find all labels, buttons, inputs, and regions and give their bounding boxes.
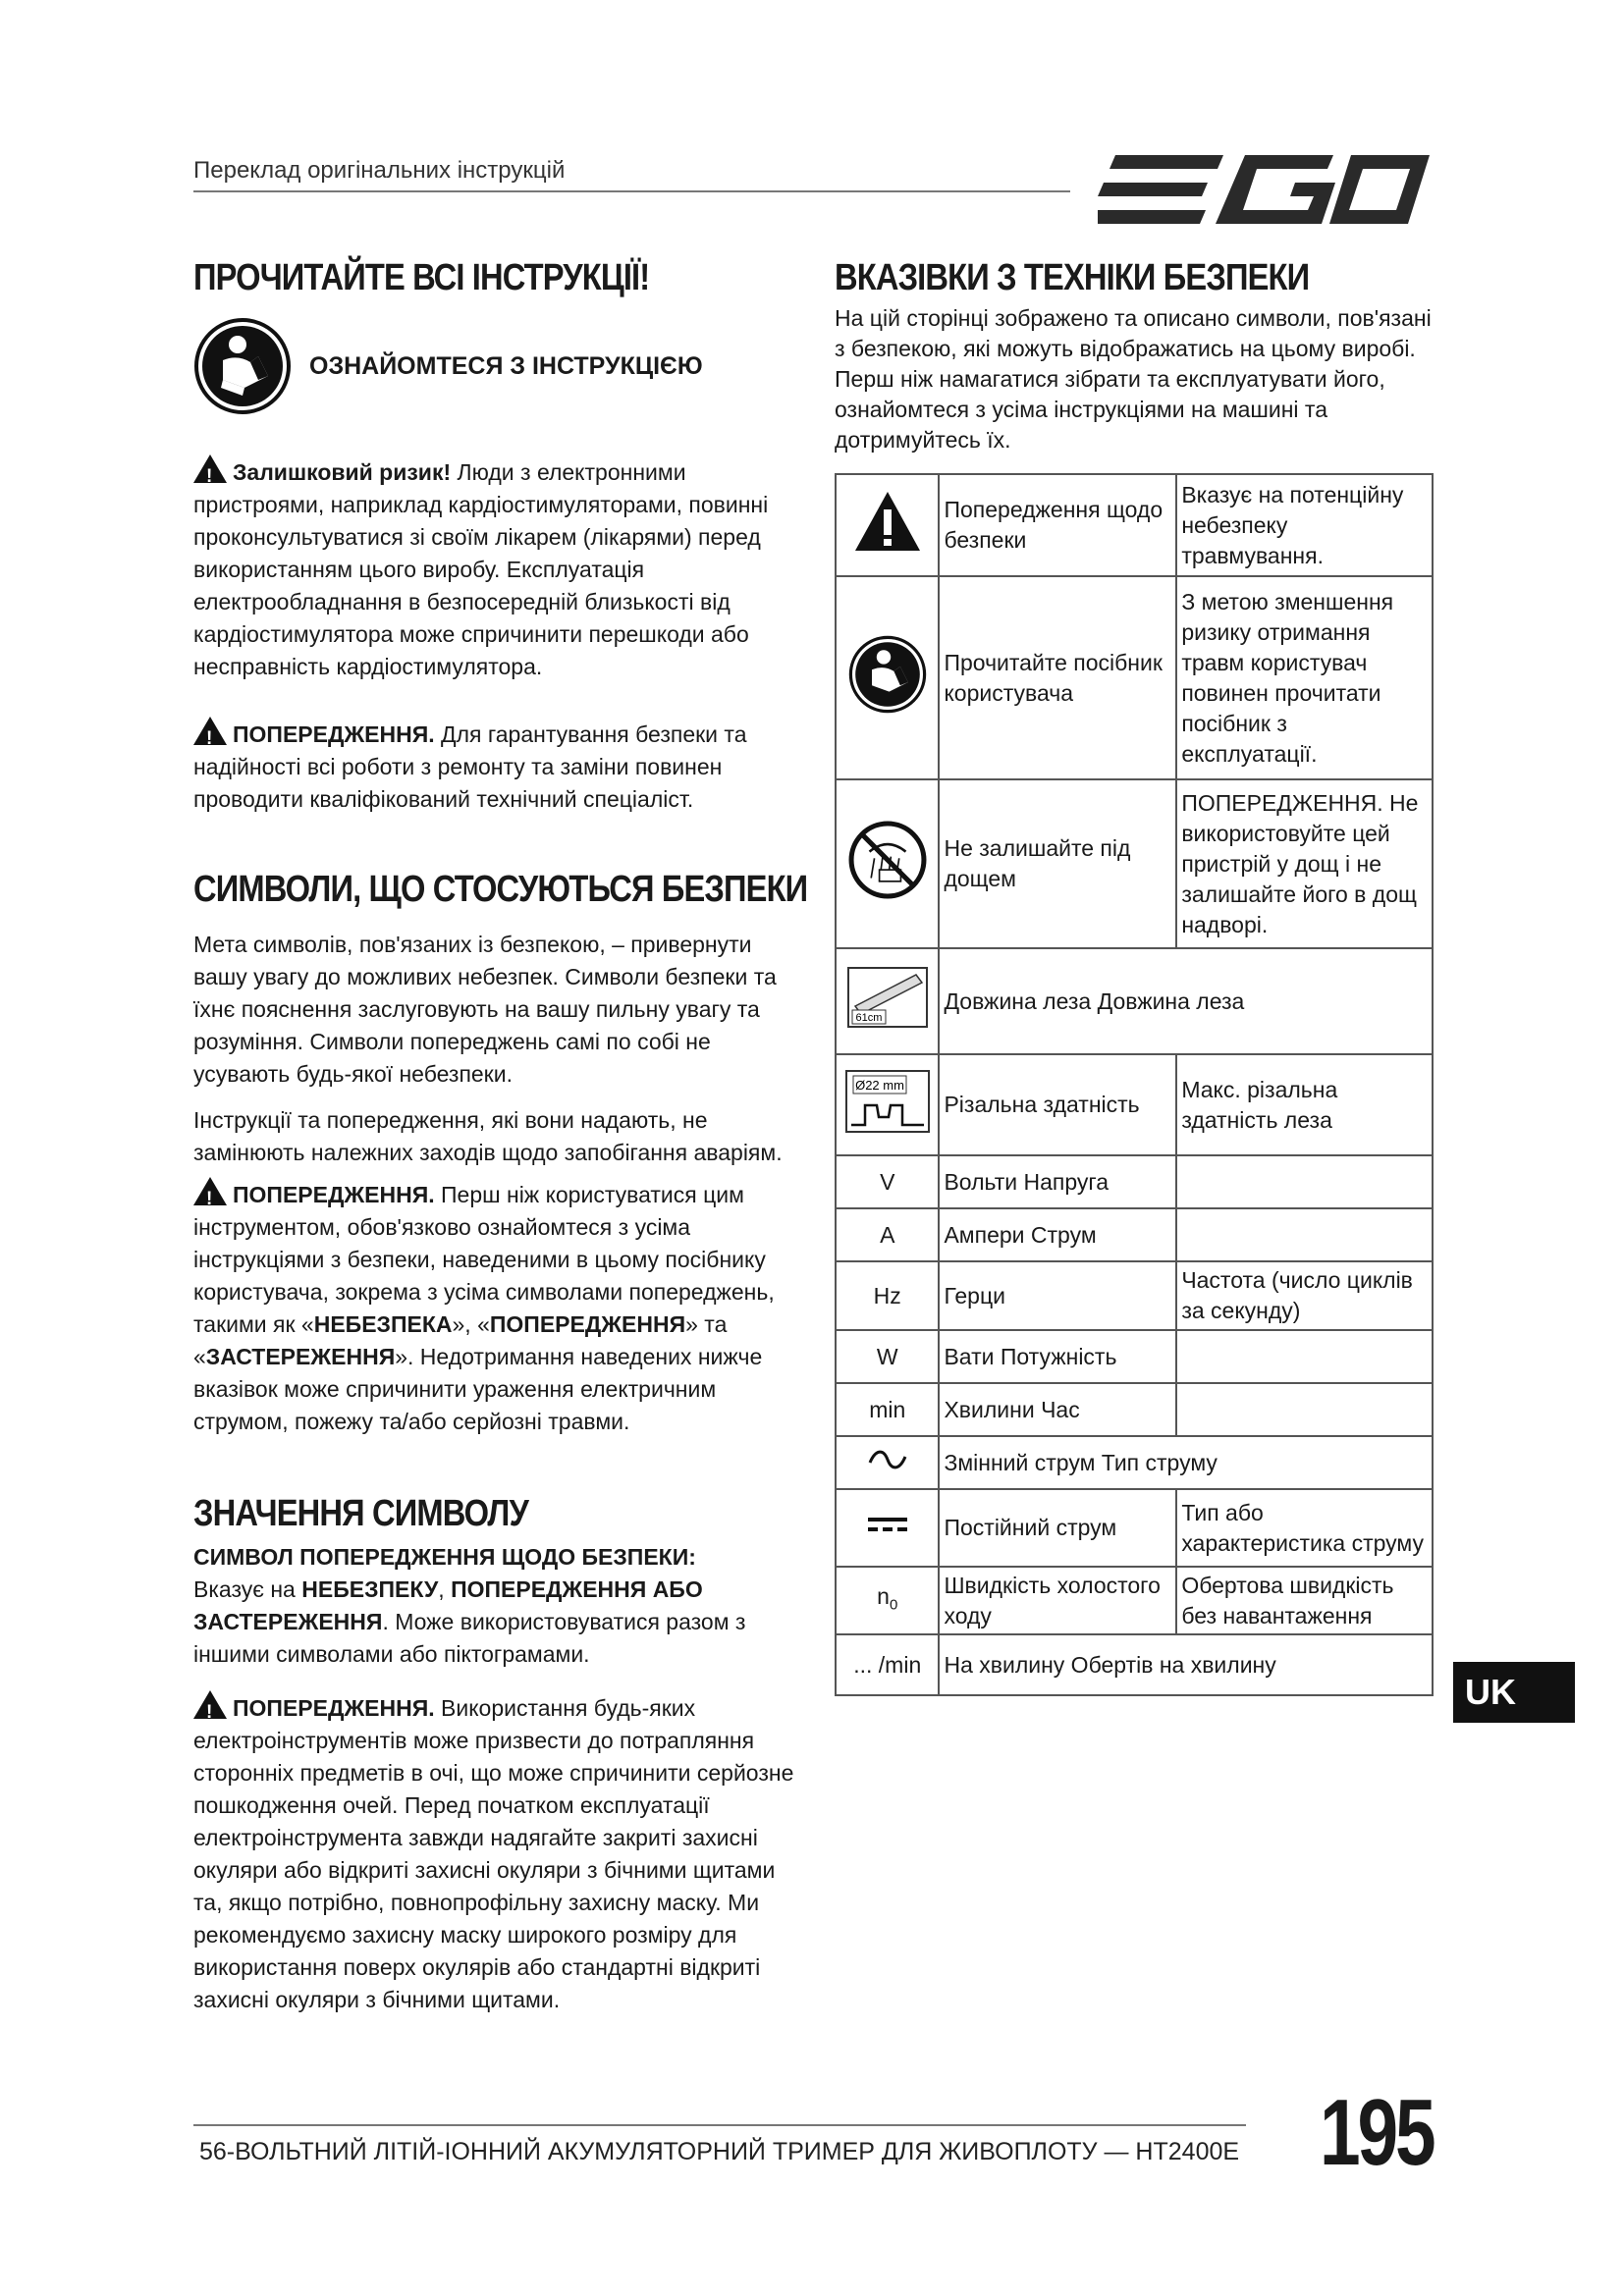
table-row xyxy=(836,1208,1433,1261)
safety-instructions-heading: ВКАЗІВКИ З ТЕХНІКИ БЕЗПЕКИ xyxy=(835,257,1310,298)
table-row xyxy=(836,1330,1433,1383)
table-row xyxy=(836,474,1433,576)
per-minute-symbol: ... /min xyxy=(836,1634,939,1695)
symbols-paragraph-2: Інструкції та попередження, які вони надають, не замінюють належних заходів щодо запобігання аваріям. xyxy=(193,1107,783,1165)
warning-eye-protection-paragraph: !ПОПЕРЕДЖЕННЯ. Використання будь-яких електроінструментів може призвести до потрапляння сторонніх предметів в очі, що може спричинити серйозне пошкодження очей. Перед початком експлуатації електроінструмента завжди надягайте закриті захисні окуляри або відкриті захисні окуляри з бічними щитами та, якщо потрібно, повнопрофільну захисну маску. Ми рекомендуємо захисну маску широкого розміру для використання поверх окулярів або стандартні відкриті захисні окуляри з бічними щитами. xyxy=(193,1690,794,2016)
symbol-description: Частота (число циклів за секунду) xyxy=(1176,1261,1433,1330)
safety-alert-subheading: СИМВОЛ ПОПЕРЕДЖЕННЯ ЩОДО БЕЗПЕКИ: xyxy=(193,1544,696,1570)
svg-text:Ø22 mm: Ø22 mm xyxy=(854,1077,904,1093)
table-row xyxy=(836,1054,1433,1155)
symbol-name: Вати Потужність xyxy=(939,1330,1176,1383)
left-column xyxy=(193,257,808,2016)
header-divider xyxy=(193,190,1070,192)
symbol-description xyxy=(1176,1383,1433,1436)
table-row xyxy=(836,1155,1433,1208)
read-all-section xyxy=(193,257,794,415)
table-row xyxy=(836,1489,1433,1567)
table-row xyxy=(836,1634,1433,1695)
warning-read-instructions-paragraph: !ПОПЕРЕДЖЕННЯ. Перш ніж користуватися цим інструментом, обов'язково ознайомтеся з усіма інструкціями з безпеки, наведеними в цьому посібнику користувача, зокрема з усіма символами попереджень, такими як «НЕБЕЗПЕКА», «ПОПЕРЕДЖЕННЯ» та «ЗАСТЕРЕЖЕННЯ». Недотримання наведених нижче вказівок може спричинити ураження електричним струмом, пожежу та/або серйозні травми. xyxy=(193,1177,794,1438)
symbols-intro: На цій сторінці зображено та описано символи, пов'язані з безпекою, які можуть відображатись на цьому виробі. Перш ніж намагатися зібрати та експлуатувати його, ознайомтеся з усіма інструкціями на машині та дотримуйтесь їх. xyxy=(835,305,1432,453)
warning-repair-paragraph: !ПОПЕРЕДЖЕННЯ. Для гарантування безпеки та надійності всі роботи з ремонту та заміни повинен проводити кваліфікований технічний спеціаліст. xyxy=(193,717,794,816)
table-row xyxy=(836,576,1433,779)
symbol-name: Не залишайте під дощем xyxy=(939,779,1176,948)
page-number: 195 xyxy=(1320,2080,1434,2185)
read-all-heading: ПРОЧИТАЙТЕ ВСІ ІНСТРУКЦІЇ! xyxy=(193,257,650,298)
table-row xyxy=(836,1436,1433,1489)
symbol-description: ПОПЕРЕДЖЕННЯ. Не використовуйте цей пристрій у дощ і не залишайте його в дощ надворі. xyxy=(1176,779,1433,948)
symbol-description: З метою зменшення ризику отримання травм користувач повинен прочитати посібник з експлуатації. xyxy=(1176,576,1433,779)
warning-triangle-icon xyxy=(193,1690,227,1719)
symbol-description xyxy=(1176,1208,1433,1261)
blade-length-icon xyxy=(847,967,928,1028)
header-title: Переклад оригінальних інструкцій xyxy=(193,157,566,184)
read-manual-icon xyxy=(193,317,292,415)
read-manual-icon xyxy=(848,635,927,714)
symbol-name: Вольти Напруга xyxy=(939,1155,1176,1208)
symbol-name: Ампери Струм xyxy=(939,1208,1176,1261)
symbol-description xyxy=(1176,1155,1433,1208)
symbol-name: Довжина леза Довжина леза xyxy=(939,948,1433,1054)
watt-symbol: W xyxy=(836,1330,939,1383)
symbol-name: Попередження щодо безпеки xyxy=(939,474,1176,576)
symbol-name: Герци xyxy=(939,1261,1176,1330)
symbols-paragraph-1: Мета символів, пов'язаних із безпекою, – привернути вашу увагу до можливих небезпек. Символи безпеки та їхнє пояснення заслуговують на вашу пильну увагу та розуміння. Символи попереджень самі по собі не усувають будь-якої небезпеки. xyxy=(193,932,777,1087)
table-row xyxy=(836,1383,1433,1436)
language-tab: UK xyxy=(1453,1662,1575,1723)
symbol-meaning-heading: ЗНАЧЕННЯ СИМВОЛУ xyxy=(193,1493,528,1534)
direct-current-icon xyxy=(866,1514,909,1535)
symbol-name: На хвилину Обертів на хвилину xyxy=(939,1634,1433,1695)
table-row xyxy=(836,948,1433,1054)
symbol-description: Вказує на потенційну небезпеку травмування. xyxy=(1176,474,1433,576)
warning-triangle-icon xyxy=(193,454,227,483)
symbol-name: Швидкість холостого ходу xyxy=(939,1567,1176,1634)
volt-symbol: V xyxy=(836,1155,939,1208)
symbol-name: Прочитайте посібник користувача xyxy=(939,576,1176,779)
symbol-description xyxy=(1176,1330,1433,1383)
residual-risk-paragraph: !Залишковий ризик! Люди з електронними пристроями, наприклад кардіостимуляторами, повинні проконсультуватися зі своїм лікарем (лікарями) перед використанням цього виробу. Експлуатація електрообладнання в безпосередній близькості від кардіостимулятора може спричинити перешкоди або несправність кардіостимулятора. xyxy=(193,454,794,683)
warning-triangle-icon xyxy=(193,1177,227,1205)
symbol-description: Тип або характеристика струму xyxy=(1176,1489,1433,1567)
safety-alert-paragraph: Вказує на НЕБЕЗПЕКУ, ПОПЕРЕДЖЕННЯ АБО ЗАСТЕРЕЖЕННЯ. Може використовуватися разом з іншими символами або піктограмами. xyxy=(193,1576,746,1667)
svg-text:61cm: 61cm xyxy=(855,1012,883,1024)
symbol-name: Різальна здатність xyxy=(939,1054,1176,1155)
cutting-capacity-icon xyxy=(845,1070,930,1133)
hertz-symbol: Hz xyxy=(836,1261,939,1330)
no-rain-icon xyxy=(846,819,929,901)
symbol-name: Постійний струм xyxy=(939,1489,1176,1567)
right-column xyxy=(835,257,1434,1696)
safety-symbols-heading: СИМВОЛИ, ЩО СТОСУЮТЬСЯ БЕЗПЕКИ xyxy=(193,869,808,910)
read-manual-label: ОЗНАЙОМТЕСЯ З ІНСТРУКЦІЄЮ xyxy=(309,351,703,380)
alternating-current-icon xyxy=(868,1449,907,1470)
no-load-speed-symbol: $n_0$ xyxy=(836,1567,939,1634)
symbols-table xyxy=(835,473,1434,1696)
symbol-name: Змінний струм Тип струму xyxy=(939,1436,1433,1489)
symbol-description: Макс. різальна здатність леза xyxy=(1176,1054,1433,1155)
footer-divider xyxy=(193,2124,1246,2126)
ego-logo xyxy=(1098,147,1432,232)
warning-triangle-icon xyxy=(193,717,227,745)
table-row xyxy=(836,1261,1433,1330)
minutes-symbol: min xyxy=(836,1383,939,1436)
footer-product-title: 56-ВОЛЬТНИЙ ЛІТІЙ-ІОННИЙ АКУМУЛЯТОРНИЙ ТРИМЕР ДЛЯ ЖИВОПЛОТУ — HT2400E xyxy=(199,2138,1240,2165)
symbol-name: Хвилини Час xyxy=(939,1383,1176,1436)
warning-triangle-icon xyxy=(853,490,922,553)
ampere-symbol: A xyxy=(836,1208,939,1261)
symbol-description: Обертова швидкість без навантаження xyxy=(1176,1567,1433,1634)
table-row xyxy=(836,1567,1433,1634)
table-row xyxy=(836,779,1433,948)
